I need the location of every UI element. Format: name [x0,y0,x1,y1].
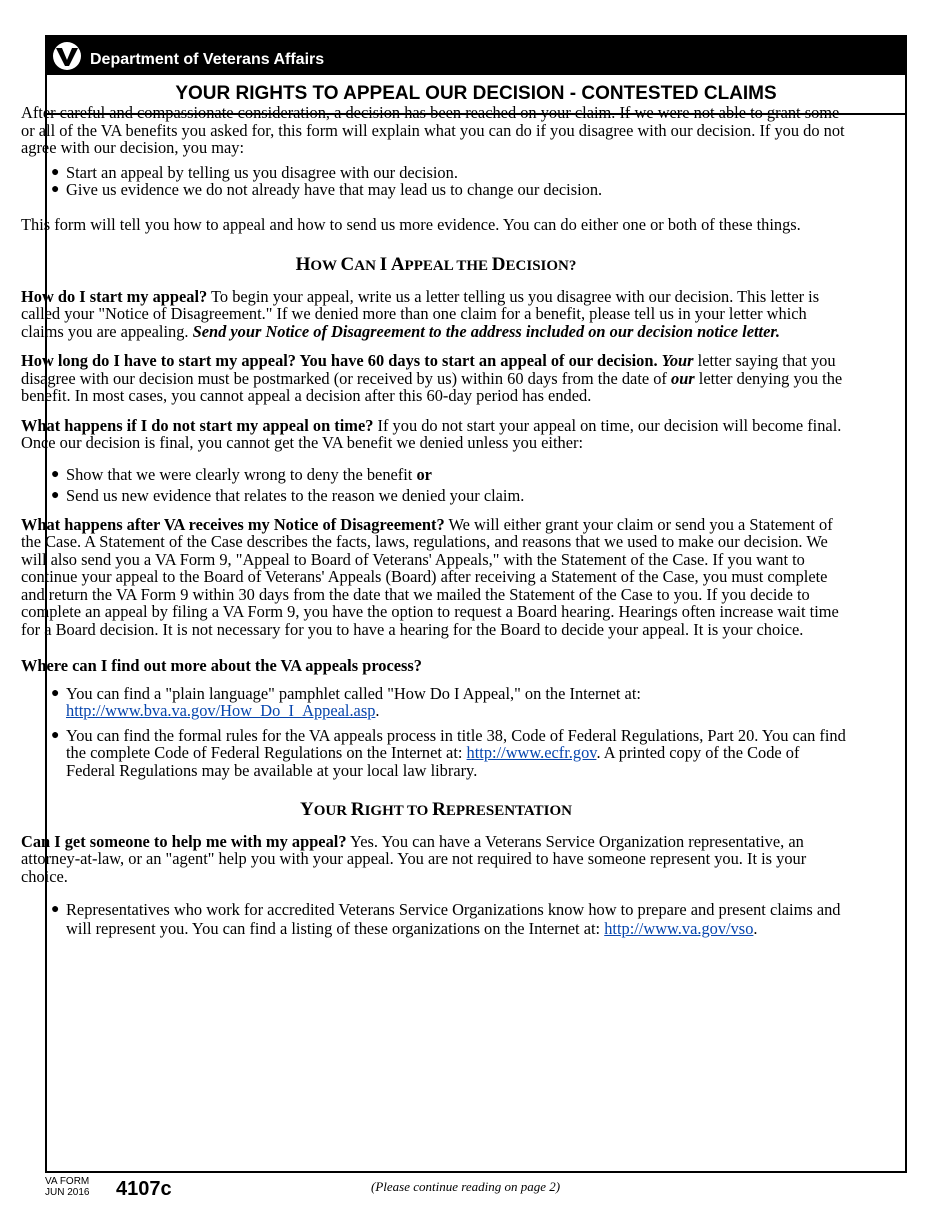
form-footer [45,1175,907,1215]
list-item: ● Send us new evidence that relates to the reason we denied your claim. [51,485,525,505]
agency-name: Department of Veterans Affairs [90,51,325,68]
va-logo-icon [50,40,84,72]
bullet-icon: ● [51,466,60,482]
more-info-bullets [21,685,851,780]
list-item: ● Representatives who work for accredited Veterans Service Organizations know how to prepare and present claims and will represent you. You can find a listing of these organizations on the Internet at: http://www.va.gov/vso. [51,900,841,938]
after-nod-paragraph: What happens after VA receives my Notice of Disagreement? We will either grant your claim or send you a Statement of the Case. A Statement of the Case describes the facts, laws, regulations, and reasons that we used to make our decision. We will also send you a VA Form 9, "Appeal to Board of Veterans' Appeals," with the Statement of the Case. If you want to continue your appeal to the Board of Veterans' Appeals (Board) after receiving a Statement of the Case, you must complete and return the VA Form 9 within 30 days from the date that we mailed the Statement of the Case to you. If you decide to complete an appeal by filing a VA Form 9, you have the option to request a Board hearing. Hearings often increase wait time for a Board decision. It is not necessary for you to have a hearing for the Board to decide your appeal. It is your choice. [21,514,839,639]
form-title: YOUR RIGHTS TO APPEAL OUR DECISION - CONTESTED CLAIMS [47,75,905,115]
vso-link[interactable]: http://www.va.gov/vso [604,919,754,938]
bullet-icon: ● [51,727,60,743]
late-appeal-paragraph: What happens if I do not start my appeal on time? If you do not start your appeal on time, our decision will become final. Once our decision is final, you cannot get the VA benefit we denied unless you either: [21,415,842,452]
form-content [21,104,851,938]
representation-bullets [21,900,851,938]
late-appeal-bullets [21,464,851,506]
continue-note: (Please continue reading on page 2) [371,1179,561,1194]
section-heading-representation: YOUR RIGHT TO REPRESENTATION [300,799,572,820]
agency-header-bar [47,37,905,75]
more-info-question: Where can I find out more about the VA appeals process? [21,656,422,675]
time-limit-paragraph: How long do I have to start my appeal? You have 60 days to start an appeal of our decision. Your letter saying that you disagree with our decision must be postmarked (or received by us) within 60 days from the date of our letter denying you the benefit. In most cases, you cannot appeal a decision after this 60-day period has ended. [21,351,843,405]
intro-paragraph-2: This form will tell you how to appeal and how to send us more evidence. You can do either one or both of these things. [21,214,801,234]
section-heading-appeal: HOW CAN I APPEAL THE DECISION? [295,254,577,275]
ecfr-link[interactable]: http://www.ecfr.gov [466,743,597,762]
bva-pamphlet-link[interactable]: http://www.bva.va.gov/How_Do_I_Appeal.asp [66,701,376,720]
list-item: ● You can find the formal rules for the VA appeals process in title 38, Code of Federal Regulations, Part 20. You can find the complete Code of Federal Regulations on the Internet at: http://www.ecfr.gov. A printed copy of the Code of Federal Regulations may be available at your local law library. [51,725,846,780]
representation-paragraph: Can I get someone to help me with my appeal? Yes. You can have a Veterans Service Organization representative, an attorney-at-law, or an "agent" help you with your appeal. You are not required to have someone represent you. It is your choice. [21,831,807,886]
list-item: ● Give us evidence we do not already have that may lead us to change our decision. [51,180,603,199]
list-item: ● You can find a "plain language" pamphlet called "How Do I Appeal," on the Internet at: http://www.bva.va.gov/How_Do_I_Appeal.asp. [51,683,641,720]
form-number: 4107c [116,1178,172,1200]
bullet-icon: ● [51,902,60,917]
list-item: ● Start an appeal by telling us you disagree with our decision. [51,162,458,182]
intro-bullet-list [21,164,851,199]
bullet-icon: ● [51,685,60,701]
start-appeal-paragraph: How do I start my appeal? To begin your appeal, write us a letter telling us you disagree with our decision. This letter is called your "Notice of Disagreement." If we denied more than one claim for a benefit, please tell us in your letter which claims you are appealing. Send your Notice of Disagreement to the address included on our decision notice letter. [21,286,820,341]
list-item: ● Show that we were clearly wrong to deny the benefit or [51,464,432,484]
intro-paragraph: After careful and compassionate consideration, a decision has been reached on your claim. If we were not able to grant some or all of the VA benefits you asked for, this form will explain what you can do if you disagree with our decision. If you do not agree with our decision, you may: [21,103,845,157]
form-label: VA FORM JUN 2016 [45,1176,90,1198]
bullet-icon: ● [51,182,60,197]
bullet-icon: ● [51,164,60,180]
bullet-icon: ● [51,487,60,503]
